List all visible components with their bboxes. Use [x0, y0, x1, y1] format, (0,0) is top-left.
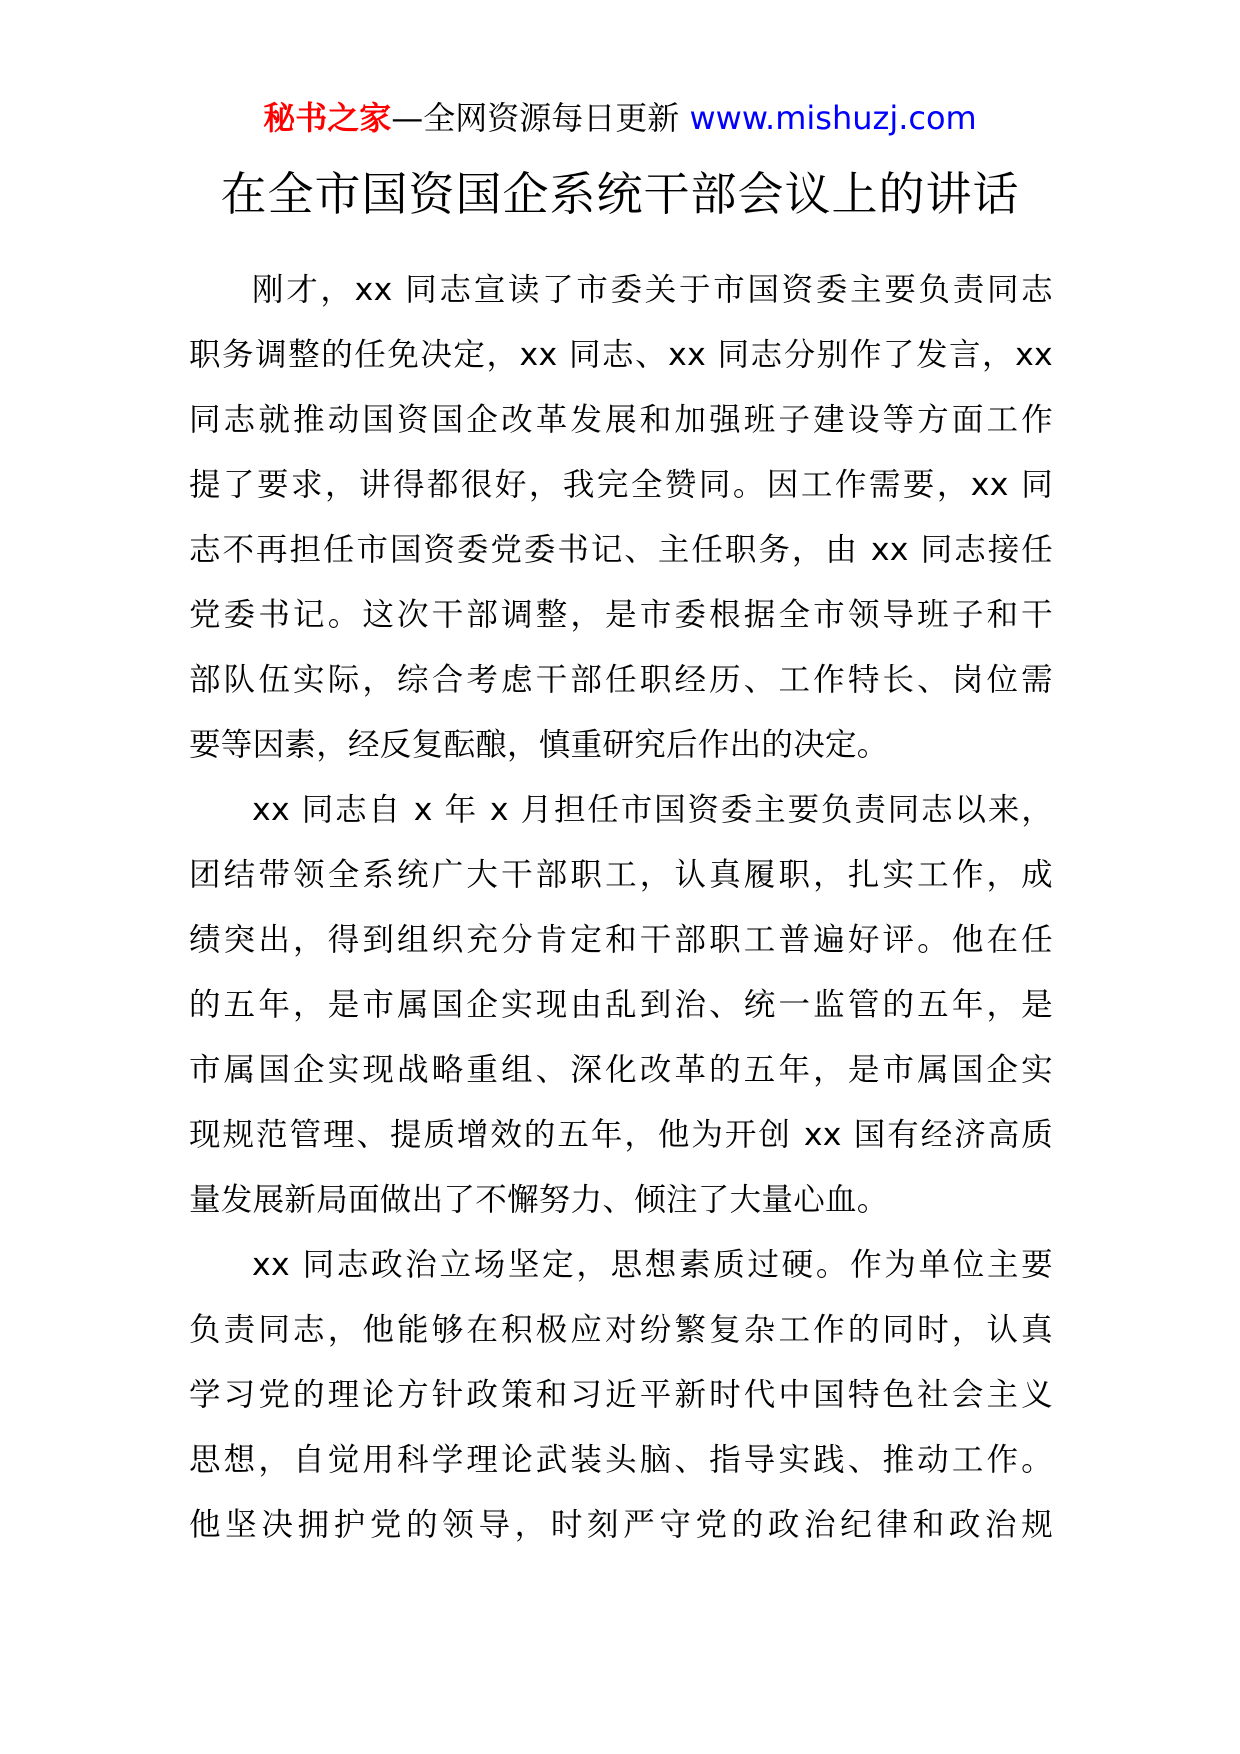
text-line: 职务调整的任免决定，xx 同志、xx 同志分别作了发言，xx [189, 337, 1053, 373]
site-tagline: —全网资源每日更新 [391, 99, 680, 137]
text-line: 绩突出，得到组织充分肯定和干部职工普遍好评。他在任 [189, 922, 1053, 958]
text-line: 团结带领全系统广大干部职工，认真履职，扎实工作，成 [189, 857, 1053, 893]
text-line: 量发展新局面做出了不懈努力、倾注了大量心血。 [189, 1182, 889, 1218]
paragraph [189, 778, 1053, 1233]
text-line: 党委书记。这次干部调整，是市委根据全市领导班子和干 [189, 597, 1053, 633]
paragraph [189, 1233, 1053, 1558]
text-line: 他坚决拥护党的领导，时刻严守党的政治纪律和政治规 [189, 1507, 1053, 1543]
text-line: 思想，自觉用科学理论武装头脑、指导实践、推动工作。 [189, 1442, 1053, 1478]
site-url[interactable]: www.mishuzj.com [689, 99, 977, 137]
site-header [0, 96, 1240, 140]
paragraph [189, 258, 1053, 778]
text-line: 同志就推动国资国企改革发展和加强班子建设等方面工作 [189, 402, 1053, 438]
text-line: 学习党的理论方针政策和习近平新时代中国特色社会主义 [189, 1377, 1053, 1413]
text-line: 市属国企实现战略重组、深化改革的五年，是市属国企实 [189, 1052, 1053, 1088]
text-line: xx 同志自 x 年 x 月担任市国资委主要负责同志以来， [252, 792, 1053, 828]
text-line: 志不再担任市国资委党委书记、主任职务，由 xx 同志接任 [189, 532, 1053, 568]
text-line: 要等因素，经反复酝酿，慎重研究后作出的决定。 [189, 727, 889, 763]
text-line: 部队伍实际，综合考虑干部任职经历、工作特长、岗位需 [189, 662, 1053, 698]
document-body [189, 258, 1053, 1558]
text-line: xx 同志政治立场坚定，思想素质过硬。作为单位主要 [252, 1247, 1053, 1283]
text-line: 提了要求，讲得都很好，我完全赞同。因工作需要，xx 同 [189, 467, 1053, 503]
text-line: 现规范管理、提质增效的五年，他为开创 xx 国有经济高质 [189, 1117, 1053, 1153]
text-line: 刚才，xx 同志宣读了市委关于市国资委主要负责同志 [252, 272, 1053, 308]
text-line: 负责同志，他能够在积极应对纷繁复杂工作的同时，认真 [189, 1312, 1053, 1348]
document-title: 在全市国资国企系统干部会议上的讲话 [220, 167, 1020, 221]
text-line: 的五年，是市属国企实现由乱到治、统一监管的五年，是 [189, 987, 1053, 1023]
site-brand: 秘书之家 [263, 99, 392, 137]
